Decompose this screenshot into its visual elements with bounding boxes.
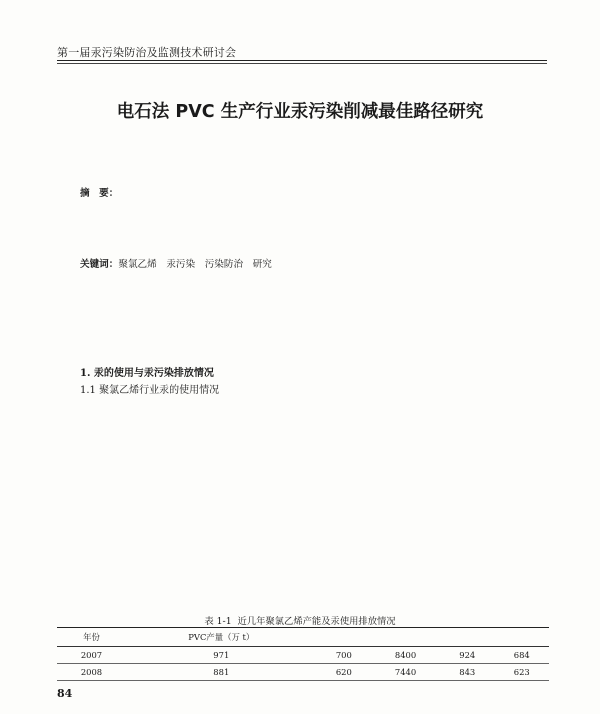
data-table bbox=[57, 627, 549, 681]
page-number: 84 bbox=[57, 687, 73, 700]
table-caption bbox=[0, 613, 600, 627]
table-row bbox=[57, 664, 549, 681]
table-cell: 620 bbox=[317, 664, 371, 681]
section-heading-1: 1. 汞的使用与汞污染排放情况 bbox=[80, 368, 214, 379]
running-header: 第一届汞污染防治及监测技术研讨会 bbox=[57, 46, 237, 59]
keywords bbox=[80, 256, 525, 273]
table-cell: 924 bbox=[440, 647, 494, 664]
table-cell: 971 bbox=[126, 647, 317, 664]
table-cell: 843 bbox=[440, 664, 494, 681]
abstract-label: 摘 要： bbox=[80, 188, 119, 199]
table-cell: 623 bbox=[494, 664, 549, 681]
table-cell: 700 bbox=[317, 647, 371, 664]
table-header-row bbox=[57, 628, 549, 647]
table-row bbox=[57, 647, 549, 664]
table-cell: 7440 bbox=[371, 664, 440, 681]
paper-title: 电石法 PVC 生产行业汞污染削减最佳路径研究 bbox=[116, 102, 484, 122]
table-cell: 684 bbox=[494, 647, 549, 664]
table-cell: 2007 bbox=[57, 647, 126, 664]
table-caption-text: 近几年聚氯乙烯产能及汞使用排放情况 bbox=[237, 616, 396, 627]
table-header bbox=[440, 628, 494, 647]
section-heading-1-1: 1.1 聚氯乙烯行业汞的使用情况 bbox=[80, 385, 220, 396]
table-cell: 2008 bbox=[57, 664, 126, 681]
abstract bbox=[80, 185, 525, 202]
table-header bbox=[494, 628, 549, 647]
keywords-text: 聚氯乙烯 汞污染 污染防治 研究 bbox=[118, 259, 272, 270]
table-cell: 8400 bbox=[371, 647, 440, 664]
table-header: PVC产量（万 t） bbox=[126, 628, 317, 647]
header-rule bbox=[57, 60, 547, 61]
table-caption-prefix: 表 1-1 bbox=[204, 616, 232, 627]
table-cell: 881 bbox=[126, 664, 317, 681]
keywords-label: 关键词： bbox=[80, 259, 119, 270]
table-header bbox=[371, 628, 440, 647]
header-rule-thin bbox=[57, 63, 547, 64]
table-header: 年份 bbox=[57, 628, 126, 647]
table-header bbox=[317, 628, 371, 647]
